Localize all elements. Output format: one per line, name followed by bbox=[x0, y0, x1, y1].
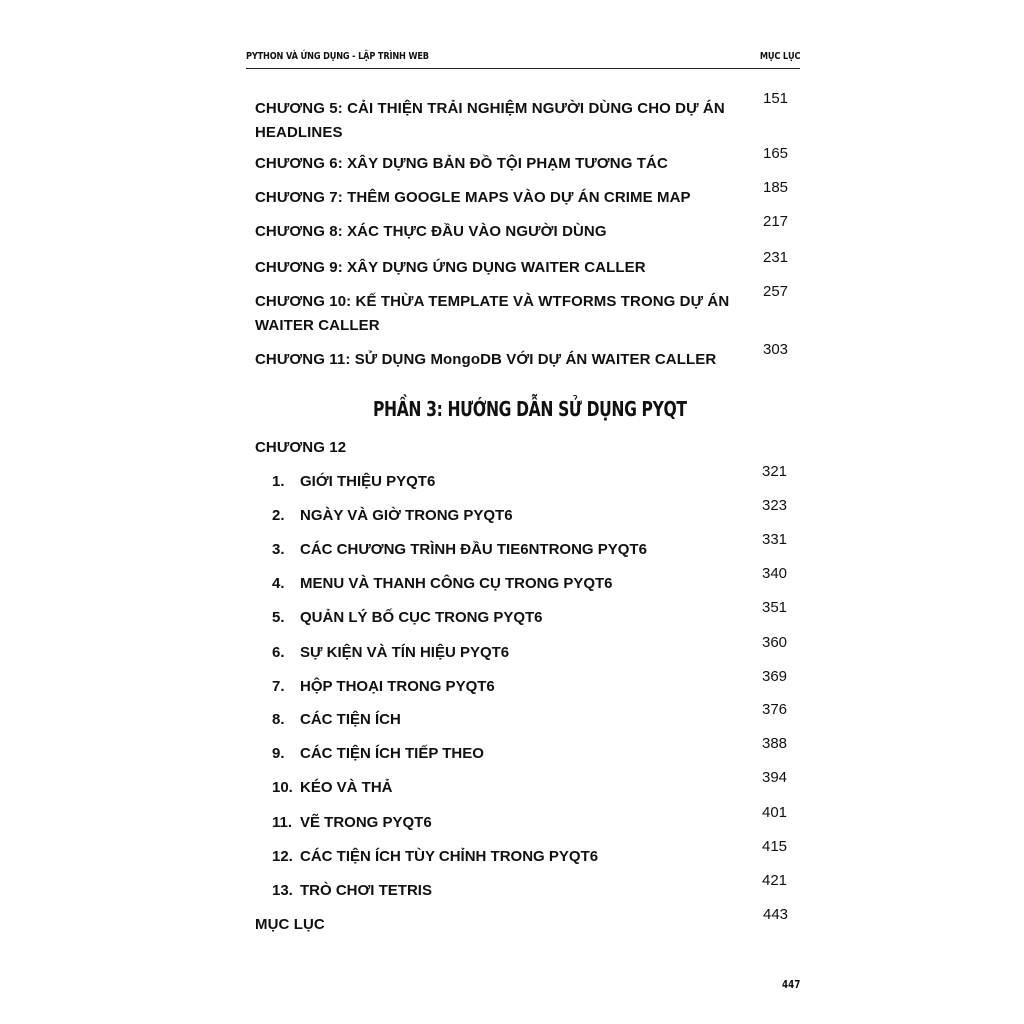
subentry-title: SỰ KIỆN VÀ TÍN HIỆU PYQT6 bbox=[300, 644, 510, 661]
toc-entry-page: 231 bbox=[763, 249, 789, 266]
subentry-number: 10. bbox=[272, 779, 293, 796]
subentry-number: 7. bbox=[272, 678, 285, 695]
subentry-number: 4. bbox=[272, 575, 285, 592]
subentry-title: HỘP THOẠI TRONG PYQT6 bbox=[300, 678, 495, 695]
toc-entry-title: CHƯƠNG 6: XÂY DỰNG BẢN ĐỒ TỘI PHẠM TƯƠNG TÁC bbox=[255, 155, 668, 172]
toc-entry-page: 257 bbox=[763, 283, 789, 300]
toc-entry-title: MỤC LỤC bbox=[255, 916, 325, 933]
running-header bbox=[246, 48, 800, 69]
subentry-title: NGÀY VÀ GIỜ TRONG PYQT6 bbox=[300, 507, 513, 524]
toc-entry-title: CHƯƠNG 7: THÊM GOOGLE MAPS VÀO DỰ ÁN CRIME MAP bbox=[255, 189, 691, 206]
header-section-title: MỤC LỤC bbox=[759, 51, 800, 62]
subentry-page: 394 bbox=[762, 769, 788, 786]
toc-entry-title: CHƯƠNG 8: XÁC THỰC ĐẦU VÀO NGƯỜI DÙNG bbox=[255, 223, 607, 240]
subentry-title: GIỚI THIỆU PYQT6 bbox=[300, 473, 436, 490]
subentry-title: VẼ TRONG PYQT6 bbox=[300, 814, 432, 831]
toc-entry-page: 151 bbox=[763, 90, 789, 107]
subentry-number: 8. bbox=[272, 711, 285, 728]
toc-entry-title: CHƯƠNG 9: XÂY DỰNG ỨNG DỤNG WAITER CALLER bbox=[255, 259, 646, 276]
subentry-page: 401 bbox=[762, 804, 788, 821]
header-book-title: PYTHON VÀ ỨNG DỤNG - LẬP TRÌNH WEB bbox=[246, 51, 429, 62]
subentry-page: 323 bbox=[762, 497, 788, 514]
subentry-page: 351 bbox=[762, 599, 788, 616]
subentry-number: 2. bbox=[272, 507, 285, 524]
subentry-title: CÁC TIỆN ÍCH TÙY CHỈNH TRONG PYQT6 bbox=[300, 848, 599, 865]
subentry-title: CÁC TIỆN ÍCH TIẾP THEO bbox=[300, 745, 484, 762]
subentry-page: 415 bbox=[762, 838, 788, 855]
subentry-page: 388 bbox=[762, 735, 788, 752]
subentry-title: TRÒ CHƠI TETRIS bbox=[300, 882, 432, 899]
subentry-number: 5. bbox=[272, 609, 285, 626]
subentry-page: 421 bbox=[762, 872, 788, 889]
subentry-page: 321 bbox=[762, 463, 788, 480]
toc-entry-title: CHƯƠNG 5: CẢI THIỆN TRẢI NGHIỆM NGƯỜI DÙNG CHO DỰ ÁN HEADLINES bbox=[255, 100, 725, 141]
subentry-page: 340 bbox=[762, 565, 788, 582]
subentry-page: 360 bbox=[762, 634, 788, 651]
toc-entry-page: 217 bbox=[763, 213, 789, 230]
subentry-title: KÉO VÀ THẢ bbox=[300, 779, 393, 796]
subentry-title: CÁC TIỆN ÍCH bbox=[300, 711, 401, 728]
subentry-number: 12. bbox=[272, 848, 293, 865]
subentry-title: MENU VÀ THANH CÔNG CỤ TRONG PYQT6 bbox=[300, 575, 613, 592]
subentry-page: 331 bbox=[762, 531, 788, 548]
subentry-number: 6. bbox=[272, 644, 285, 661]
toc-entry-title: CHƯƠNG 10: KẾ THỪA TEMPLATE VÀ WTFORMS TRONG DỰ ÁN WAITER CALLER bbox=[255, 293, 730, 334]
toc-entry-page: 165 bbox=[763, 145, 789, 162]
subentry-number: 11. bbox=[272, 814, 293, 831]
toc-entry-page: 443 bbox=[763, 906, 789, 923]
toc-entry-page: 303 bbox=[763, 341, 789, 358]
subentry-page: 369 bbox=[762, 668, 788, 685]
subentry-title: CÁC CHƯƠNG TRÌNH ĐẦU TIE6NTRONG PYQT6 bbox=[300, 541, 647, 558]
subentry-number: 9. bbox=[272, 745, 285, 762]
toc-entry-title: CHƯƠNG 11: SỬ DỤNG MongoDB VỚI DỰ ÁN WAITER CALLER bbox=[255, 351, 717, 368]
toc-entry-title: CHƯƠNG 12 bbox=[255, 439, 347, 456]
page-number: 447 bbox=[782, 978, 801, 991]
subentry-number: 1. bbox=[272, 473, 285, 490]
toc-entry-page: 185 bbox=[763, 179, 789, 196]
subentry-number: 13. bbox=[272, 882, 293, 899]
subentry-page: 376 bbox=[762, 701, 788, 718]
subentry-title: QUẢN LÝ BỐ CỤC TRONG PYQT6 bbox=[300, 609, 543, 626]
subentry-number: 3. bbox=[272, 541, 285, 558]
part-3-heading: PHẦN 3: HƯỚNG DẪN SỬ DỤNG PYQT bbox=[373, 397, 687, 421]
